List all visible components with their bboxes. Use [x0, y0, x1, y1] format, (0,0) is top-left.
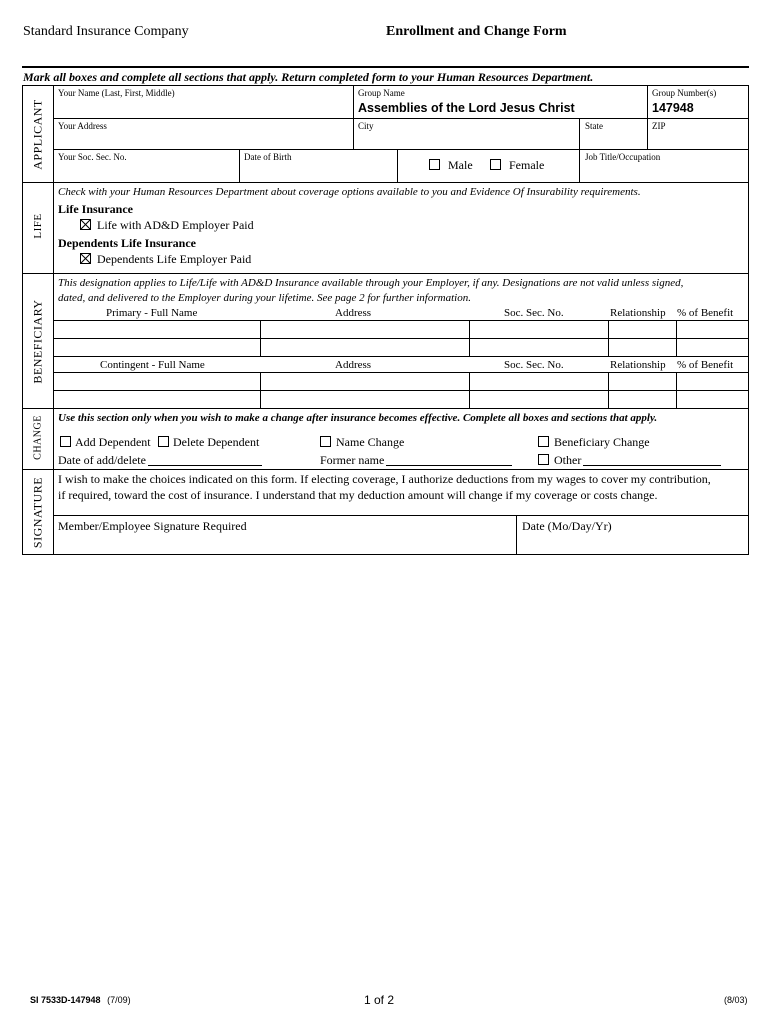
dob-label: Date of Birth: [244, 152, 292, 162]
state-field[interactable]: [585, 132, 645, 147]
section-label-life: LIFE: [32, 213, 44, 239]
city-field[interactable]: [358, 132, 576, 147]
revision-date: (8/03): [724, 995, 748, 1005]
date-add-delete-label: Date of add/delete: [58, 453, 146, 467]
zip-label: ZIP: [652, 121, 666, 131]
primary-name-header: Primary - Full Name: [106, 307, 198, 319]
add-dependent-label: Add Dependent: [75, 435, 151, 449]
section-separator: [22, 408, 749, 409]
contingent-name-field[interactable]: [54, 373, 259, 389]
primary-name-field[interactable]: [54, 339, 259, 355]
section-separator: [22, 273, 749, 274]
group-name-label: Group Name: [358, 88, 405, 98]
former-name-field[interactable]: [386, 465, 512, 466]
state-label: State: [585, 121, 603, 131]
female-label: Female: [509, 158, 545, 172]
primary-ssn-header: Soc. Sec. No.: [504, 307, 564, 319]
form-title: Enrollment and Change Form: [386, 24, 567, 39]
section-label-change: CHANGE: [32, 415, 44, 460]
job-title-field[interactable]: [585, 163, 746, 180]
dependents-life-checkbox[interactable]: [80, 253, 91, 264]
signature-label: Member/Employee Signature Required: [58, 519, 247, 533]
primary-address-header: Address: [335, 307, 372, 319]
male-checkbox[interactable]: [429, 159, 440, 170]
form-instructions: Mark all boxes and complete all sections that apply. Return completed form to your Human Resources Department.: [23, 70, 594, 84]
dob-field[interactable]: [244, 163, 394, 180]
job-title-label: Job Title/Occupation: [585, 152, 661, 162]
primary-percent-header: % of Benefit: [677, 307, 734, 319]
authorization-line1: I wish to make the choices indicated on this form. If electing coverage, I authorize deductions from my wages to cover my contribution,: [58, 472, 711, 486]
contingent-relationship-header: Relationship: [610, 359, 666, 371]
form-code: [30, 995, 131, 1005]
male-label: Male: [448, 158, 473, 172]
life-insurance-heading: Life Insurance: [58, 202, 133, 216]
contingent-name-field[interactable]: [54, 391, 259, 407]
female-checkbox[interactable]: [490, 159, 501, 170]
life-note: Check with your Human Resources Department about coverage options available to you and Evidence Of Insurability requirements.: [58, 186, 641, 198]
add-dependent-checkbox[interactable]: [60, 436, 71, 447]
contingent-name-header: Contingent - Full Name: [100, 359, 205, 371]
company-name: Standard Insurance Company: [23, 24, 189, 39]
page-number: 1 of 2: [364, 993, 395, 1007]
contingent-address-header: Address: [335, 359, 372, 371]
city-label: City: [358, 121, 374, 131]
ssn-field[interactable]: [58, 163, 236, 180]
section-label-applicant: APPLICANT: [30, 99, 45, 170]
former-name-label: Former name: [320, 453, 385, 467]
other-checkbox[interactable]: [538, 454, 549, 465]
contingent-ssn-header: Soc. Sec. No.: [504, 359, 564, 371]
primary-relationship-header: Relationship: [610, 307, 666, 319]
section-separator: [22, 182, 749, 183]
name-change-label: Name Change: [336, 435, 405, 449]
section-label-signature: SIGNATURE: [30, 476, 45, 549]
group-number-value: 147948: [652, 101, 694, 115]
dependents-life-heading: Dependents Life Insurance: [58, 236, 197, 250]
authorization-line2: if required, toward the cost of insurance. I understand that my deduction amount will change if my coverage or costs change.: [58, 488, 658, 502]
ssn-label: Your Soc. Sec. No.: [58, 152, 127, 162]
header-rule: [22, 66, 749, 68]
beneficiary-change-label: Beneficiary Change: [554, 435, 650, 449]
signature-field[interactable]: [58, 534, 512, 553]
name-label: Your Name (Last, First, Middle): [58, 88, 175, 98]
group-name-value: Assemblies of the Lord Jesus Christ: [358, 101, 575, 115]
signature-date-label: Date (Mo/Day/Yr): [522, 519, 612, 533]
other-label: Other: [554, 453, 582, 467]
primary-name-field[interactable]: [54, 321, 259, 337]
section-separator: [22, 469, 749, 470]
change-note: Use this section only when you wish to make a change after insurance becomes effective. Complete all boxes and sections that apply.: [58, 412, 658, 424]
beneficiary-note-line1: This designation applies to Life/Life with AD&D Insurance available through your Employer, if any. Designations are not valid unless signed,: [58, 277, 684, 289]
delete-dependent-checkbox[interactable]: [158, 436, 169, 447]
beneficiary-note-line2: dated, and delivered to the Employer during your lifetime. See page 2 for further information.: [58, 292, 471, 304]
group-number-label: Group Number(s): [652, 88, 717, 98]
form-code-number: SI 7533D-147948: [30, 995, 101, 1005]
life-add-option: Life with AD&D Employer Paid: [97, 218, 254, 232]
contingent-percent-header: % of Benefit: [677, 359, 734, 371]
form-code-date: (7/09): [107, 995, 131, 1005]
address-label: Your Address: [58, 121, 107, 131]
zip-field[interactable]: [652, 132, 746, 147]
delete-dependent-label: Delete Dependent: [173, 435, 260, 449]
section-label-beneficiary: BENEFICIARY: [30, 299, 45, 384]
beneficiary-change-checkbox[interactable]: [538, 436, 549, 447]
name-change-checkbox[interactable]: [320, 436, 331, 447]
date-add-delete-field[interactable]: [148, 465, 262, 466]
name-field[interactable]: [58, 100, 348, 116]
signature-date-field[interactable]: [522, 534, 746, 553]
address-field[interactable]: [58, 132, 348, 147]
other-field[interactable]: [583, 465, 721, 466]
life-add-checkbox[interactable]: [80, 219, 91, 230]
dependents-life-option: Dependents Life Employer Paid: [97, 252, 252, 266]
